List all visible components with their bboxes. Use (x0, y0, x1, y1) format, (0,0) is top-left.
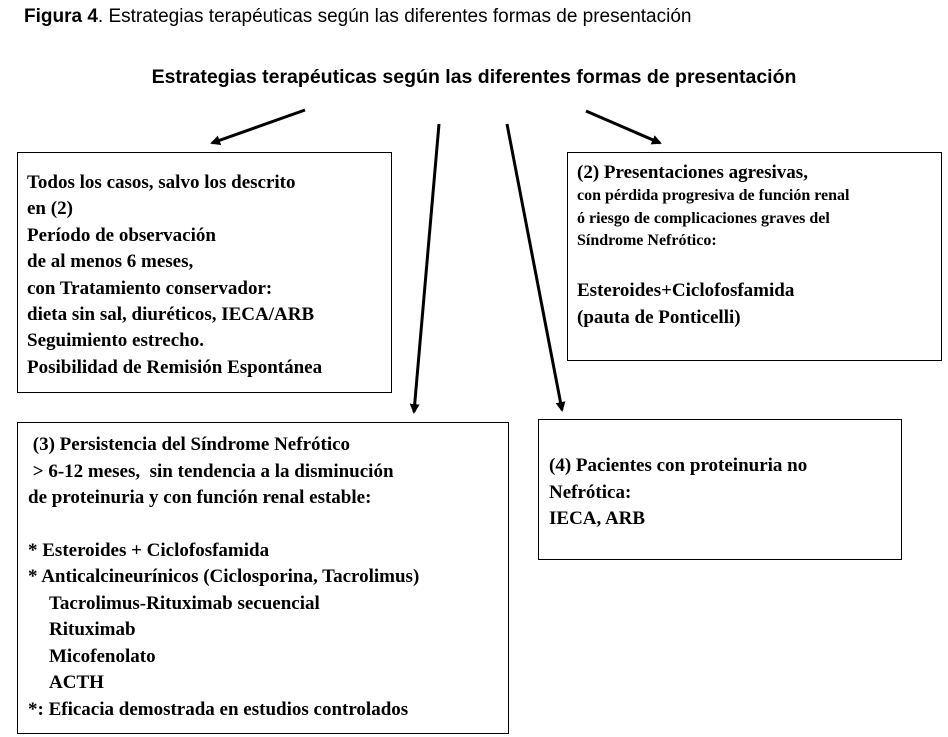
aggressive-detail: ó riesgo de complicaciones graves del (577, 209, 830, 227)
persistence-option: * Esteroides + Ciclofosfamida (28, 539, 270, 561)
figure-caption-text: . Estrategias terapéuticas según las diferentes formas de presentación (97, 6, 692, 27)
box-persistence (17, 422, 509, 734)
arrow-to-observation (212, 110, 305, 143)
persistence-alternative: Tacrolimus-Rituximab secuencial (49, 592, 320, 614)
box-non-nephrotic (538, 419, 902, 560)
persistence-alternative: Micofenolato (49, 645, 156, 667)
observation-line: Período de observación (27, 224, 216, 246)
observation-line: de al menos 6 meses, (27, 251, 194, 273)
arrow-to-non-nephrotic (507, 124, 562, 410)
figure-label: Figura 4 (24, 6, 98, 27)
non-nephrotic-line: Nefrótica: (549, 481, 632, 503)
arrow-to-aggressive (586, 111, 660, 143)
box-aggressive (567, 152, 942, 361)
observation-line: dieta sin sal, diuréticos, IECA/ARB (27, 304, 315, 326)
aggressive-treatment: (pauta de Ponticelli) (577, 306, 741, 328)
non-nephrotic-line: IECA, ARB (549, 508, 646, 529)
persistence-heading: de proteinuria y con función renal estable: (28, 487, 372, 508)
persistence-alternative: Rituximab (49, 619, 136, 640)
persistence-alternative: ACTH (49, 672, 104, 693)
persistence-option: * Anticalcineurínicos (Ciclosporina, Tacrolimus) (28, 566, 420, 587)
non-nephrotic-line: (4) Pacientes con proteinuria no (549, 455, 808, 476)
aggressive-treatment: Esteroides+Ciclofosfamida (577, 279, 795, 301)
persistence-heading: (3) Persistencia del Síndrome Nefrótico (28, 434, 351, 455)
box-observation (17, 152, 392, 393)
aggressive-detail: con pérdida progresiva de función renal (577, 187, 850, 204)
persistence-heading: > 6-12 meses, sin tendencia a la disminución (28, 460, 394, 482)
observation-line: Seguimiento estrecho. (27, 330, 204, 352)
diagram-title: Estrategias terapéuticas según las diferentes formas de presentación (151, 66, 797, 88)
persistence-footnote: *: Eficacia demostrada en estudios controlados (28, 698, 409, 720)
arrow-to-persistence (414, 124, 439, 412)
observation-line: Todos los casos, salvo los descrito (27, 172, 296, 193)
aggressive-heading: (2) Presentaciones agresivas, (577, 162, 808, 183)
observation-line: Posibilidad de Remisión Espontánea (27, 356, 323, 378)
observation-line: en (2) (27, 198, 73, 220)
aggressive-detail: Síndrome Nefrótico: (577, 232, 717, 249)
observation-line: con Tratamiento conservador: (27, 277, 273, 299)
